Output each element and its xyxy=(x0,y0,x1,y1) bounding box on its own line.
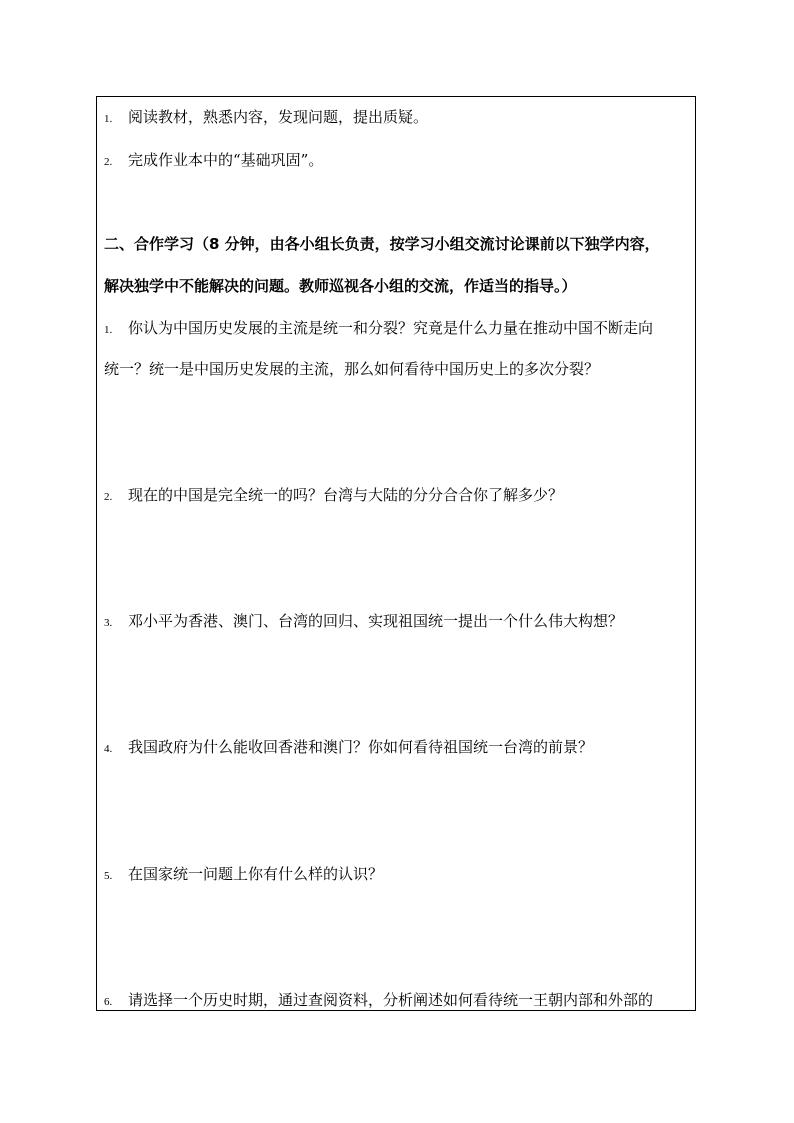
item-text: 阅读教材，熟悉内容，发现问题，提出质疑。 xyxy=(128,108,429,126)
question-text: 在国家统一问题上你有什么样的认识？ xyxy=(128,865,384,883)
section-heading-line-2: 解决独学中不能解决的问题。教师巡视各小组的交流，作适当的指导。） xyxy=(104,277,577,295)
question-text: 邓小平为香港、澳门、台湾的回归、实现祖国统一提出一个什么伟大构想？ xyxy=(128,612,624,630)
question-text: 我国政府为什么能收回香港和澳门？你如何看待祖国统一台湾的前景？ xyxy=(128,738,594,756)
question-2 xyxy=(104,485,694,507)
item-number: 1. xyxy=(104,113,113,125)
item-number: 2. xyxy=(104,156,113,168)
question-number: 6. xyxy=(104,996,113,1008)
question-number: 1. xyxy=(104,324,113,336)
question-4 xyxy=(104,737,694,759)
question-1-continued: 统一？统一是中国历史发展的主流，那么如何看待中国历史上的多次分裂？ xyxy=(104,360,600,378)
section-heading-line-1: 二、合作学习（8 分钟，由各小组长负责，按学习小组交流讨论课前以下独学内容， xyxy=(104,235,660,253)
question-text: 现在的中国是完全统一的吗？台湾与大陆的分分合合你了解多少？ xyxy=(128,486,564,504)
question-number: 2. xyxy=(104,491,113,503)
question-6 xyxy=(104,990,694,1012)
question-3 xyxy=(104,611,694,633)
item-text: 完成作业本中的“基础巩固”。 xyxy=(128,151,324,169)
question-text: 请选择一个历史时期，通过查阅资料，分析阐述如何看待统一王朝内部和外部的 xyxy=(128,991,654,1009)
question-1 xyxy=(104,318,694,340)
question-number: 3. xyxy=(104,617,113,629)
question-number: 4. xyxy=(104,743,113,755)
question-number: 5. xyxy=(104,870,113,882)
list-item xyxy=(104,150,694,172)
list-item xyxy=(104,107,694,129)
question-5 xyxy=(104,864,694,886)
question-text: 你认为中国历史发展的主流是统一和分裂？究竟是什么力量在推动中国不断走向 xyxy=(128,319,654,337)
